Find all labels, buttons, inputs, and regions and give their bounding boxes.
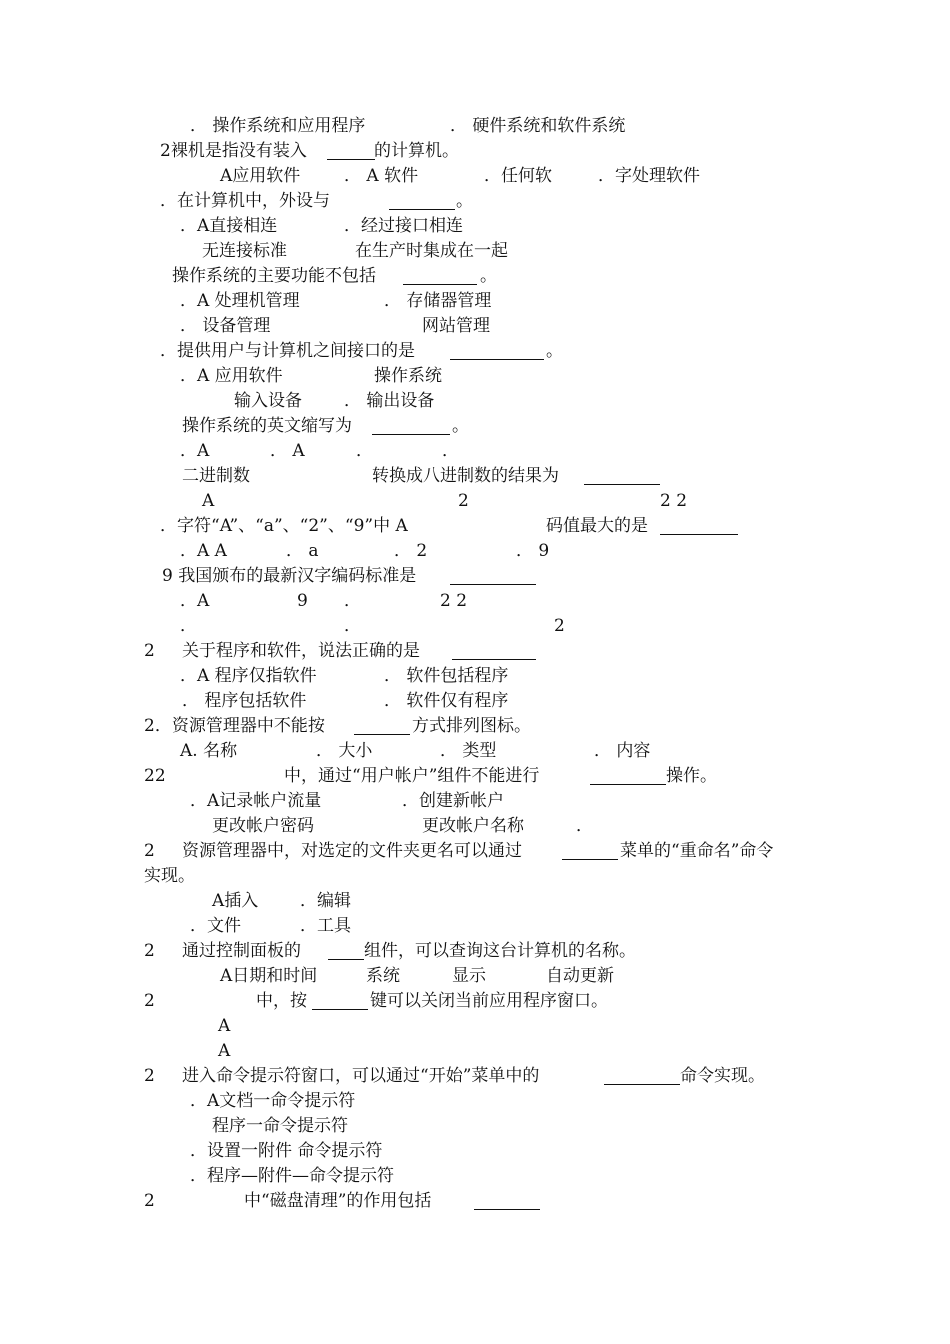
text-line-l20b: 9: [297, 591, 308, 611]
text-line-l17a: ．字符“A”、“a”、“2”、“9”中 A: [160, 516, 408, 536]
text-line-l20a: ．A: [180, 591, 210, 611]
text-line-l35c: 显示: [452, 966, 486, 986]
text-line-l24b: ． 软件仅有程序: [384, 691, 509, 711]
text-line-l23b: ． 软件包括程序: [384, 666, 509, 686]
answer-blank-15: [604, 1084, 680, 1085]
text-line-l30a: 2: [144, 841, 155, 861]
text-line-l33b: ．工具: [300, 916, 351, 936]
text-line-l32b: ．编辑: [300, 891, 351, 911]
text-line-l29b: 更改帐户名称: [422, 816, 524, 836]
answer-blank-12: [562, 859, 618, 860]
text-line-l21a: ．: [180, 616, 197, 636]
text-line-l16a: A: [202, 491, 215, 511]
text-line-l8b: ． 存储器管理: [384, 291, 492, 311]
text-line-l15a: 二进制数: [182, 466, 250, 486]
text-line-l39b: 进入命令提示符窗口，可以通过“开始”菜单中的: [182, 1066, 540, 1086]
text-line-l30c: 菜单的“重命名”命令: [620, 841, 774, 861]
text-line-l14b: ． A: [270, 441, 305, 461]
text-line-l33a: ．文件: [190, 916, 241, 936]
text-line-l1b: ． 硬件系统和软件系统: [450, 116, 626, 136]
text-line-l22b: 关于程序和软件，说法正确的是: [182, 641, 420, 661]
answer-blank-5: [372, 434, 450, 435]
text-line-l10a: ．提供用户与计算机之间接口的是: [160, 341, 415, 361]
text-line-l13a: 操作系统的英文缩写为: [182, 416, 352, 436]
text-line-l31a: 实现。: [144, 866, 195, 886]
text-line-l39a: 2: [144, 1066, 155, 1086]
text-line-l3d: ．字处理软件: [598, 166, 700, 186]
text-line-l2a: 2裸机是指没有装入: [160, 141, 307, 161]
text-line-l16b: 2: [458, 491, 469, 511]
text-line-l18d: ． 9: [516, 541, 550, 561]
text-line-l24a: ． 程序包括软件: [182, 691, 307, 711]
answer-blank-2: [389, 209, 455, 210]
answer-blank-7: [660, 534, 738, 535]
text-line-l10b: 。: [546, 341, 563, 361]
text-line-l1a: ． 操作系统和应用程序: [190, 116, 366, 136]
text-line-l36b: 中，按: [256, 991, 307, 1011]
text-line-l17b: 码值最大的是: [546, 516, 648, 536]
answer-blank-10: [354, 734, 410, 735]
text-line-l25b: 方式排列图标。: [412, 716, 531, 736]
text-line-l21c: 2: [554, 616, 565, 636]
text-line-l42a: ．设置一附件 命令提示符: [190, 1141, 383, 1161]
text-line-l9a: ． 设备管理: [180, 316, 271, 336]
text-line-l16c: 2 2: [660, 491, 688, 511]
text-line-l9b: 网站管理: [422, 316, 490, 336]
text-line-l7b: 。: [480, 266, 497, 286]
text-line-l18a: ．A A: [180, 541, 227, 561]
text-line-l28a: ．A记录帐户流量: [190, 791, 322, 811]
text-line-l35d: 自动更新: [546, 966, 614, 986]
text-line-l11b: 操作系统: [374, 366, 442, 386]
text-line-l26c: ． 类型: [440, 741, 497, 761]
answer-blank-1: [327, 159, 375, 160]
text-line-l34a: 2: [144, 941, 155, 961]
text-line-l44b: 中“磁盘清理”的作用包括: [244, 1191, 432, 1211]
text-line-l39c: 命令实现。: [680, 1066, 765, 1086]
answer-blank-8: [450, 584, 536, 585]
text-line-l26d: ． 内容: [594, 741, 651, 761]
text-line-l22a: 2: [144, 641, 155, 661]
text-line-l14d: ．: [442, 441, 459, 461]
text-line-l28b: ．创建新帐户: [402, 791, 504, 811]
text-line-l35b: 系统: [366, 966, 400, 986]
text-line-l23a: ．A 程序仅指软件: [180, 666, 317, 686]
text-line-l5a: ．A直接相连: [180, 216, 278, 236]
text-line-l3b: ． A 软件: [344, 166, 419, 186]
text-line-l29a: 更改帐户密码: [212, 816, 314, 836]
text-line-l18b: ． a: [286, 541, 319, 561]
text-line-l25a: 2．资源管理器中不能按: [144, 716, 325, 736]
text-line-l6b: 在生产时集成在一起: [355, 241, 508, 261]
text-line-l38a: A: [218, 1041, 231, 1061]
text-line-l26b: ． 大小: [316, 741, 373, 761]
answer-blank-13: [328, 959, 364, 960]
text-line-l3a: A应用软件: [220, 166, 301, 186]
text-line-l13b: 。: [452, 416, 469, 436]
text-line-l27b: 中，通过“用户帐户”组件不能进行: [284, 766, 540, 786]
text-line-l35a: A日期和时间: [220, 966, 318, 986]
text-line-l29c: ．: [576, 816, 593, 836]
answer-blank-9: [452, 659, 536, 660]
text-line-l11a: ．A 应用软件: [180, 366, 283, 386]
text-line-l2b: 的计算机。: [374, 141, 459, 161]
text-line-l7a: 操作系统的主要功能不包括: [172, 266, 376, 286]
text-line-l19a: 9 我国颁布的最新汉字编码标准是: [162, 566, 417, 586]
text-line-l43a: ．程序—附件—命令提示符: [190, 1166, 394, 1186]
text-line-l34b: 通过控制面板的: [182, 941, 301, 961]
text-line-l41a: 程序一命令提示符: [212, 1116, 348, 1136]
text-line-l12b: ． 输出设备: [344, 391, 435, 411]
text-line-l14a: ．A: [180, 441, 210, 461]
text-line-l34c: 组件，可以查询这台计算机的名称。: [364, 941, 636, 961]
text-line-l8a: ．A 处理机管理: [180, 291, 300, 311]
text-line-l4b: 。: [456, 191, 473, 211]
text-line-l15b: 转换成八进制数的结果为: [372, 466, 559, 486]
text-line-l36c: 键可以关闭当前应用程序窗口。: [370, 991, 608, 1011]
text-line-l30b: 资源管理器中，对选定的文件夹更名可以通过: [182, 841, 522, 861]
text-line-l3c: ．任何软: [484, 166, 552, 186]
text-line-l27a: 22: [144, 766, 166, 786]
text-line-l27c: 操作。: [666, 766, 717, 786]
text-line-l20d: 2 2: [440, 591, 468, 611]
text-line-l14c: ．: [356, 441, 373, 461]
text-line-l32a: A插入: [212, 891, 259, 911]
text-line-l36a: 2: [144, 991, 155, 1011]
text-line-l26a: A. 名称: [180, 741, 238, 761]
text-line-l12a: 输入设备: [234, 391, 302, 411]
text-line-l37a: A: [218, 1016, 231, 1036]
text-line-l18c: ． 2: [394, 541, 428, 561]
answer-blank-14: [312, 1009, 368, 1010]
answer-blank-16: [474, 1209, 540, 1210]
text-line-l20c: ．: [344, 591, 361, 611]
answer-blank-3: [403, 284, 477, 285]
answer-blank-11: [590, 784, 666, 785]
text-line-l4a: ．在计算机中，外设与: [160, 191, 330, 211]
text-line-l44a: 2: [144, 1191, 155, 1211]
answer-blank-6: [584, 484, 660, 485]
answer-blank-4: [450, 359, 544, 360]
text-line-l5b: ．经过接口相连: [344, 216, 463, 236]
text-line-l40a: ．A文档一命令提示符: [190, 1091, 356, 1111]
text-line-l6a: 无连接标准: [202, 241, 287, 261]
text-line-l21b: ．: [344, 616, 361, 636]
